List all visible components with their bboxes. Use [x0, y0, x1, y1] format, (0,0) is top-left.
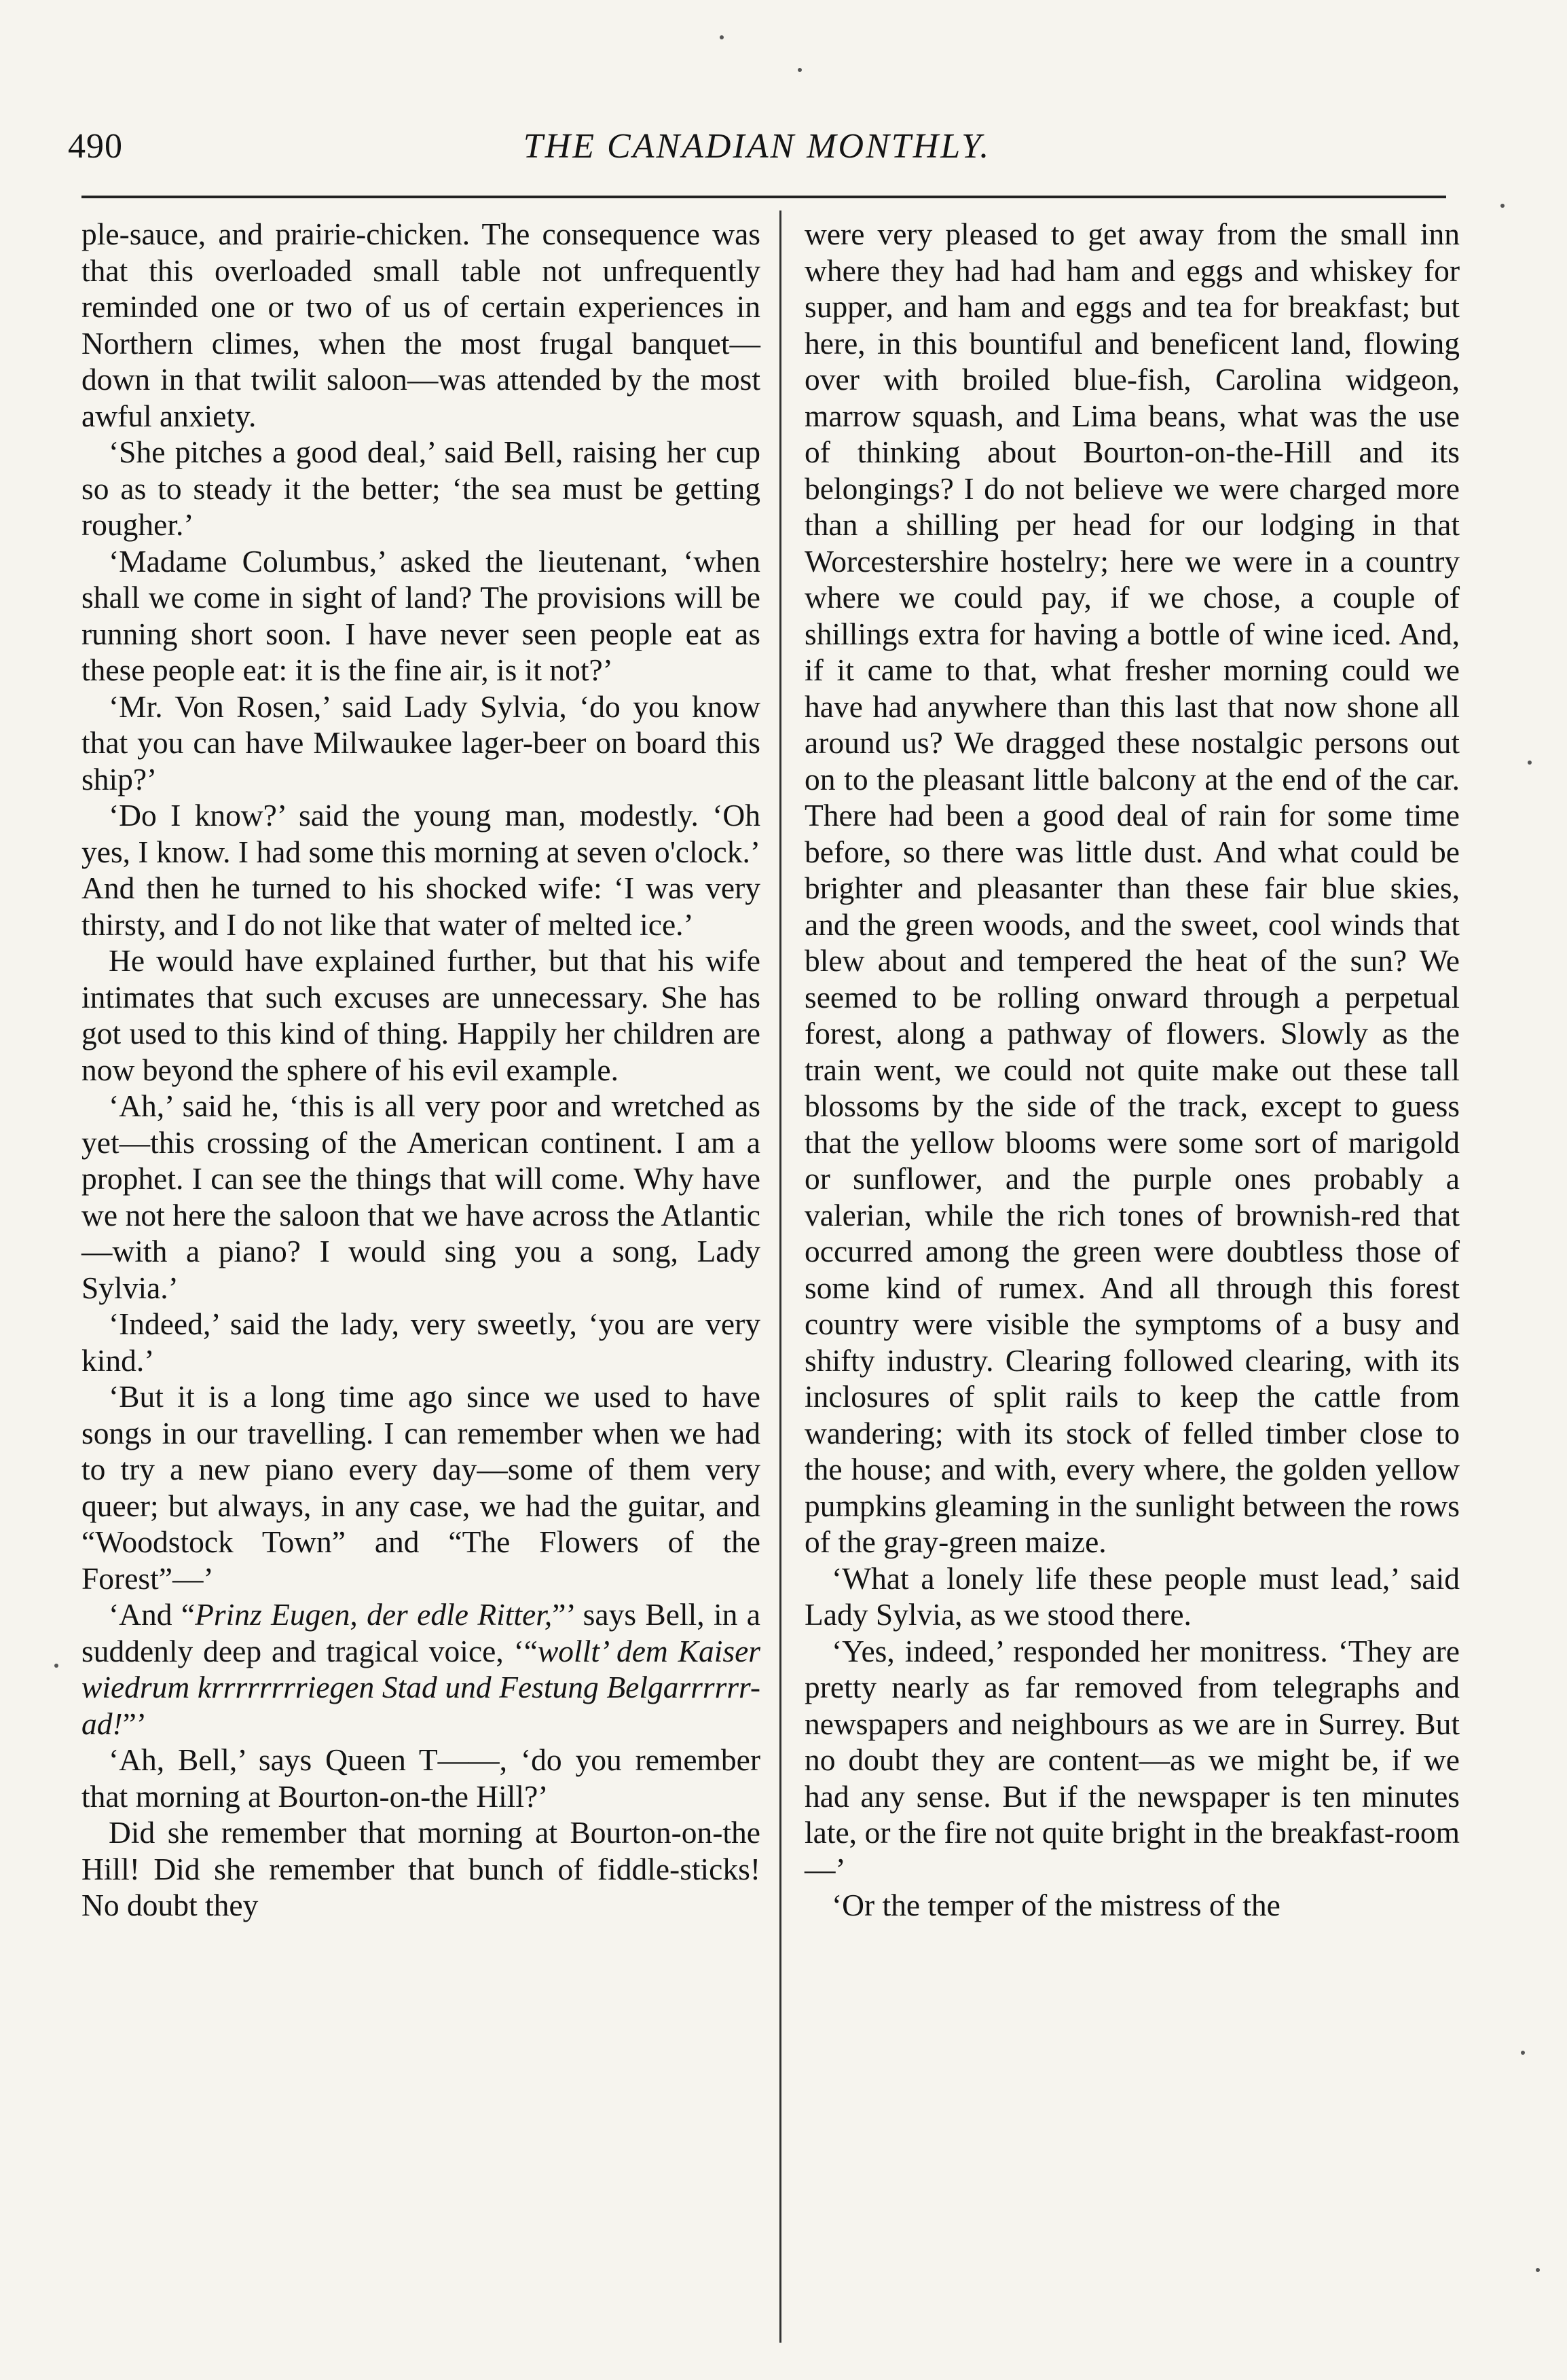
text-run: ”’ [122, 1706, 147, 1741]
running-title: THE CANADIAN MONTHLY. [523, 127, 991, 166]
paragraph: Did she remember that morning at Bourton-on-the Hill! Did she remember that bunch of fiddle-sticks! No doubt they [81, 1815, 760, 1922]
speck [1521, 2051, 1525, 2055]
paragraph: ‘She pitches a good deal,’ said Bell, raising her cup so as to steady it the better; ‘the sea must be getting rougher.’ [81, 435, 760, 542]
italic-song-lyric: wollt’ dem Kaiser wiedrum krrrrrrrriegen Stad und Festung Belgarrrrrr-ad! [81, 1633, 760, 1741]
paragraph: ple-sauce, and prairie-chicken. The consequence was that this overloaded small table not unfrequently reminded one or two of us of certain experiences in Northern climes, when the most frugal banquet—down in that twilit saloon—was attended by the most awful anxiety. [81, 217, 760, 433]
paragraph: He would have explained further, but that his wife intimates that such excuses are unnecessary. She has got used to this kind of thing. Happily her children are now beyond the sphere of his evil example. [81, 943, 760, 1087]
paragraph: ‘Indeed,’ said the lady, very sweetly, ‘you are very kind.’ [81, 1306, 760, 1378]
paragraph: ‘Ah,’ said he, ‘this is all very poor and wretched as yet—this crossing of the American continent. I am a prophet. I can see the things that will come. Why have we not here the saloon that we have across the Atlantic—with a piano? I would sing you a song, Lady Sylvia.’ [81, 1088, 760, 1305]
text-run: ‘And “ [109, 1597, 196, 1632]
speck [1500, 204, 1505, 208]
page-number: 490 [68, 127, 123, 166]
paragraph: ‘Or the temper of the mistress of the [832, 1888, 1280, 1922]
speck [54, 1664, 58, 1668]
right-column [805, 216, 1460, 1924]
paragraph-song-quote [81, 1596, 760, 1742]
paragraph: ‘What a lonely life these people must lead,’ said Lady Sylvia, as we stood there. [805, 1560, 1460, 1632]
column-divider [779, 210, 781, 2343]
speck [798, 68, 802, 72]
italic-song-title: Prinz Eugen, der edle Ritter, [195, 1597, 553, 1632]
paragraph: ‘Ah, Bell,’ says Queen T——, ‘do you remember that morning at Bourton-on-the Hill?’ [81, 1742, 760, 1814]
running-header [68, 114, 1446, 175]
header-rule [81, 196, 1446, 198]
paragraph: ‘But it is a long time ago since we used to have songs in our travelling. I can remember when we had to try a new piano every day—some of them very queer; but always, in any case, we had the guitar, and “Woodstock Town” and “The Flowers of the Forest”—’ [81, 1379, 760, 1596]
left-column [81, 216, 760, 1924]
paragraph: ‘Madame Columbus,’ asked the lieutenant, ‘when shall we come in sight of land? The provisions will be running short soon. I have never seen people eat as these people eat: it is the fine air, is it not?’ [81, 543, 760, 687]
speck [1528, 761, 1532, 765]
text-run: ”’ says Bell, in a suddenly deep and tragical voice, ‘“ [81, 1597, 760, 1668]
speck [1536, 2268, 1540, 2272]
paragraph: were very pleased to get away from the small inn where they had had ham and eggs and whiskey for supper, and ham and eggs and tea for breakfast; but here, in this bountiful and beneficent land, flowing over with broiled blue-fish, Carolina widgeon, marrow squash, and Lima beans, what was the use of thinking about Bourton-on-the-Hill and its belongings? I do not believe we were charged more than a shilling per head for our lodging in that Worcestershire hostelry; here we were in a country where we could pay, if we chose, a couple of shillings extra for having a bottle of wine iced. And, if it came to that, what fresher morning could we have had anywhere than this last that now shone all around us? We dragged these nostalgic persons out on to the pleasant little balcony at the end of the car. There had been a good deal of rain for some time before, so there was little dust. And what could be brighter and pleasanter than these fair blue skies, and the green woods, and the sweet, cool winds that blew about and tempered the heat of the sun? We seemed to be rolling onward through a perpetual forest, along a pathway of flowers. Slowly as the train went, we could not quite make out these tall blossoms by the side of the track, except to guess that the yellow blooms were some sort of marigold or sunflower, and the purple ones probably a valerian, while the rich tones of brownish-red that occurred among the green were doubtless those of some kind of rumex. And all through this forest country were visible the symptoms of a busy and shifty industry. Clearing followed clearing, with its inclosures of split rails to keep the cattle from wandering; with its stock of felled timber close to the house; and with, every where, the golden yellow pumpkins gleaming in the sunlight between the rows of the gray-green maize. [805, 217, 1460, 1559]
speck [720, 35, 724, 39]
paragraph: ‘Yes, indeed,’ responded her monitress. ‘They are pretty nearly as far removed from telegraphs and newspapers and neighbours as we are in Surrey. But no doubt they are content—as we might be, if we had any sense. But if the newspaper is ten minutes late, or the fire not quite bright in the breakfast-room—’ [805, 1633, 1460, 1886]
paragraph: ‘Do I know?’ said the young man, modestly. ‘Oh yes, I know. I had some this morning at seven o'clock.’ And then he turned to his shocked wife: ‘I was very thirsty, and I do not like that water of melted ice.’ [81, 798, 760, 942]
paragraph: ‘Mr. Von Rosen,’ said Lady Sylvia, ‘do you know that you can have Milwaukee lager-beer on board this ship?’ [81, 689, 760, 797]
